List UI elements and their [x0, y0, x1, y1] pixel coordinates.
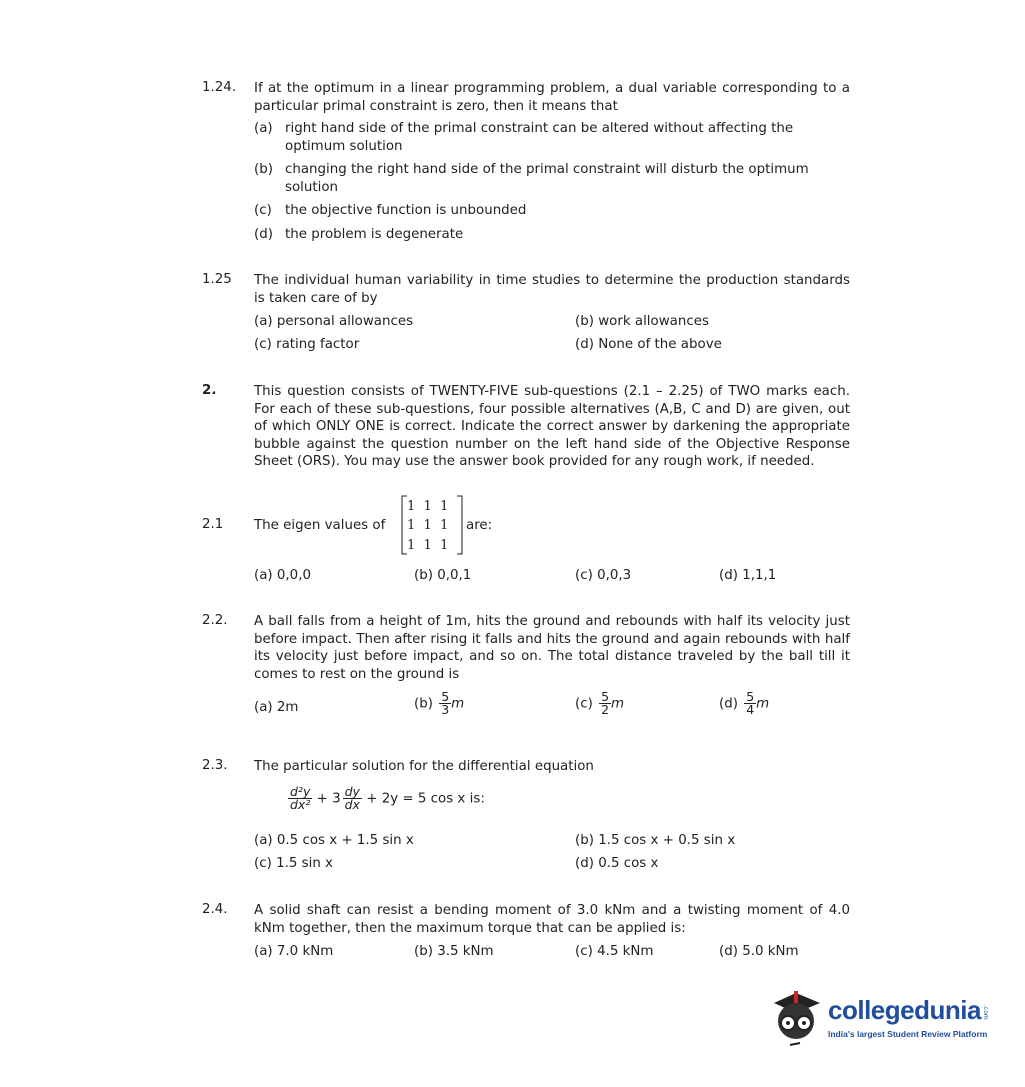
matrix-row-1: 1 1 1	[407, 499, 449, 514]
option-b	[414, 691, 464, 716]
option-a: (a) 2m	[254, 700, 299, 715]
option-b	[254, 161, 850, 196]
numerator: dy	[344, 784, 360, 799]
option-b: (b) 3.5 kNm	[414, 944, 494, 959]
option-c	[254, 202, 850, 220]
option-a: (a) personal allowances	[254, 314, 414, 329]
question-number: 2.1	[202, 517, 224, 532]
option-a: (a) 7.0 kNm	[254, 944, 334, 959]
unit: m	[756, 696, 770, 712]
logo-tagline: India's largest Student Review Platform	[828, 1029, 988, 1039]
option-a: (a) 0,0,0	[254, 568, 311, 583]
option-a: (a) 0.5 cos x + 1.5 sin x	[254, 833, 414, 848]
option-b: (b) work allowances	[575, 314, 709, 329]
option-b: (b) 0,0,1	[414, 568, 472, 583]
matrix-row-3: 1 1 1	[407, 538, 449, 553]
numerator: 5	[746, 689, 755, 704]
denominator: 4	[746, 702, 755, 717]
question-stem: The particular solution for the differential equation	[254, 759, 594, 774]
question-stem: A ball falls from a height of 1m, hits the ground and rebounds with half its velocity just before impact. Then after rising it falls and hits the ground and again rebounds with half its velocity just before impact, and so on. The total distance traveled by the ball till it comes to rest on the ground is	[254, 614, 850, 682]
option-d: (d) 1,1,1	[719, 568, 777, 583]
question-number: 1.25	[202, 272, 232, 287]
option-d: (d) None of the above	[575, 337, 722, 352]
option-d: (d) 0.5 cos x	[575, 856, 659, 871]
option-label: (d)	[719, 696, 738, 712]
equation-rest: + 2y = 5 cos x is:	[366, 791, 485, 807]
option-b: (b) 1.5 cos x + 0.5 sin x	[575, 833, 736, 848]
collegedunia-logo	[766, 983, 996, 1053]
option-c: (c) rating factor	[254, 337, 360, 352]
option-d: (d) 5.0 kNm	[719, 944, 799, 959]
numerator: 5	[601, 689, 610, 704]
question-stem: A solid shaft can resist a bending moment of 3.0 kNm and a twisting moment of 4.0 kNm together, then the maximum torque that can be applied is:	[254, 903, 850, 936]
option-text: right hand side of the primal constraint can be altered without affecting the optimum solution	[285, 121, 794, 154]
option-c: (c) 0,0,3	[575, 568, 632, 583]
differential-equation	[286, 786, 485, 811]
question-number: 2.3.	[202, 758, 228, 773]
option-label: (c)	[254, 203, 272, 218]
option-label: (a)	[254, 121, 273, 136]
question-stem-post: are:	[466, 518, 493, 533]
unit: m	[451, 696, 465, 712]
question-number: 2.2.	[202, 613, 228, 628]
denominator: 3	[441, 702, 450, 717]
option-d	[254, 226, 850, 244]
mascot-icon	[766, 983, 828, 1053]
denominator: dx	[344, 797, 360, 812]
fraction	[439, 691, 451, 716]
denominator: dx²	[290, 797, 311, 812]
equation-term: + 3	[316, 791, 341, 807]
option-c: (c) 4.5 kNm	[575, 944, 654, 959]
unit: m	[611, 696, 625, 712]
denominator: 2	[601, 702, 610, 717]
numerator: d²y	[290, 784, 311, 799]
section-number: 2.	[202, 383, 217, 398]
section-text: This question consists of TWENTY-FIVE sub-questions (2.1 – 2.25) of TWO marks each. For each of these sub-questions, four possible alternatives (A,B, C and D) are given, out of which ONLY ONE is correct. Indicate the correct answer by darkening the appropriate bubble against the question number on the left hand side of the Objective Response Sheet (ORS). You may use the answer book provided for any rough work, if needed.	[254, 384, 850, 469]
option-label: (c)	[575, 696, 593, 712]
question-number: 1.24.	[202, 80, 237, 95]
logo-wordmark: collegedunia	[828, 995, 981, 1025]
option-text: changing the right hand side of the primal constraint will disturb the optimum solution	[285, 162, 809, 195]
fraction	[343, 786, 362, 811]
option-text: the problem is degenerate	[285, 227, 464, 242]
matrix-row-2: 1 1 1	[407, 518, 449, 533]
numerator: 5	[441, 689, 450, 704]
option-c: (c) 1.5 sin x	[254, 856, 333, 871]
option-c	[575, 691, 624, 716]
question-stem: If at the optimum in a linear programming problem, a dual variable corresponding to a particular primal constraint is zero, then it means that	[254, 81, 850, 114]
fraction	[599, 691, 611, 716]
option-label: (b)	[414, 696, 433, 712]
fraction	[744, 691, 756, 716]
question-number: 2.4.	[202, 902, 228, 917]
question-stem: The individual human variability in time studies to determine the production standards is taken care of by	[254, 273, 850, 306]
option-label: (d)	[254, 227, 273, 242]
option-d	[719, 691, 769, 716]
logo-suffix: .com	[982, 1005, 989, 1020]
question-stem-pre: The eigen values of	[254, 518, 386, 533]
option-text: the objective function is unbounded	[285, 203, 527, 218]
option-a	[254, 120, 850, 155]
option-label: (b)	[254, 162, 273, 177]
fraction	[288, 786, 312, 811]
